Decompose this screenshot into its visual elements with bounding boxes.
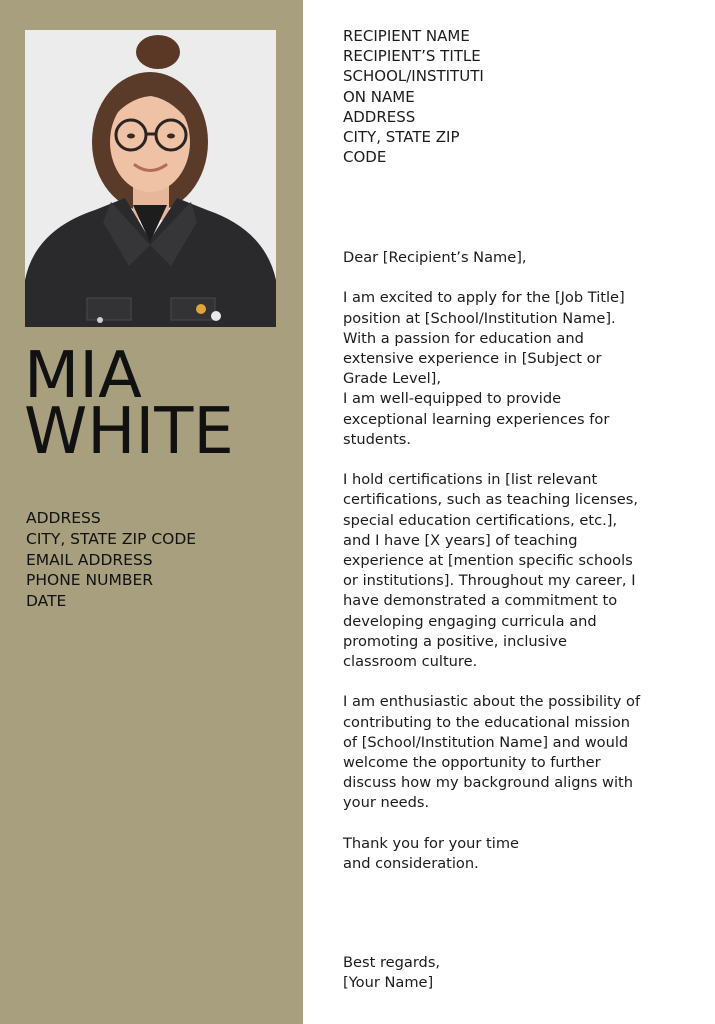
text-line: or institutions]. Throughout my career, I bbox=[343, 572, 636, 590]
text-line: exceptional learning experiences for bbox=[343, 410, 610, 428]
letter-closing bbox=[343, 953, 688, 993]
sender-phone: PHONE NUMBER bbox=[26, 571, 154, 590]
text-line: I am enthusiastic about the possibility of bbox=[343, 693, 641, 711]
text-line: extensive experience in [Subject or bbox=[343, 350, 602, 367]
paragraph-qualifications bbox=[343, 470, 688, 672]
text-line: and I have [X years] of teaching bbox=[343, 531, 578, 549]
text-line: classroom culture. bbox=[343, 653, 478, 671]
recipient-block bbox=[343, 26, 508, 167]
recipient-line: CITY, STATE ZIP bbox=[343, 128, 460, 147]
text-line: Grade Level], bbox=[343, 370, 441, 388]
text-line: position at [School/Institution Name]. bbox=[343, 309, 616, 327]
recipient-line: ON NAME bbox=[343, 87, 415, 106]
profile-photo bbox=[25, 30, 276, 327]
text-line: welcome the opportunity to further bbox=[343, 754, 601, 772]
text-line: certifications, such as teaching licenses, bbox=[343, 491, 639, 509]
letter-body bbox=[343, 248, 688, 874]
text-line: of [School/Institution Name] and would bbox=[343, 733, 629, 751]
recipient-line: SCHOOL/INSTITUTI bbox=[343, 67, 484, 86]
paragraph-enthusiasm bbox=[343, 692, 688, 813]
sender-last-name: WHITE bbox=[24, 395, 234, 469]
text-line: your needs. bbox=[343, 794, 430, 812]
sender-address: ADDRESS bbox=[26, 509, 101, 527]
closing-signature: [Your Name] bbox=[343, 974, 434, 992]
text-line: I am excited to apply for the [Job Title] bbox=[343, 289, 625, 307]
text-line: have demonstrated a commitment to bbox=[343, 592, 618, 610]
recipient-line: RECIPIENT NAME bbox=[343, 27, 470, 45]
sender-first-name: MIA bbox=[24, 339, 142, 413]
text-line: and consideration. bbox=[343, 855, 479, 873]
text-line: contributing to the educational mission bbox=[343, 713, 631, 731]
sender-email: EMAIL ADDRESS bbox=[26, 550, 153, 569]
recipient-line: RECIPIENT’S TITLE bbox=[343, 47, 481, 66]
paragraph-thanks bbox=[343, 834, 688, 874]
paragraph-intro bbox=[343, 288, 688, 450]
text-line: I hold certifications in [list relevant bbox=[343, 471, 598, 489]
text-line: special education certifications, etc.], bbox=[343, 511, 618, 529]
text-line: Thank you for your time bbox=[343, 834, 520, 852]
text-line: discuss how my background aligns with bbox=[343, 774, 634, 792]
salutation: Dear [Recipient’s Name], bbox=[343, 249, 527, 266]
text-line: promoting a positive, inclusive bbox=[343, 632, 567, 650]
text-line: students. bbox=[343, 430, 412, 448]
text-line: I am well-equipped to provide bbox=[343, 390, 562, 408]
recipient-line: ADDRESS bbox=[343, 107, 416, 126]
sender-contact-block bbox=[26, 508, 296, 612]
recipient-line: CODE bbox=[343, 148, 387, 167]
sender-city-state-zip: CITY, STATE ZIP CODE bbox=[26, 529, 197, 548]
text-line: With a passion for education and bbox=[343, 329, 584, 347]
text-line: developing engaging curricula and bbox=[343, 612, 597, 630]
sender-name bbox=[24, 339, 299, 469]
sender-date: DATE bbox=[26, 592, 67, 611]
closing-salutation: Best regards, bbox=[343, 954, 441, 971]
text-line: experience at [mention specific schools bbox=[343, 552, 633, 570]
